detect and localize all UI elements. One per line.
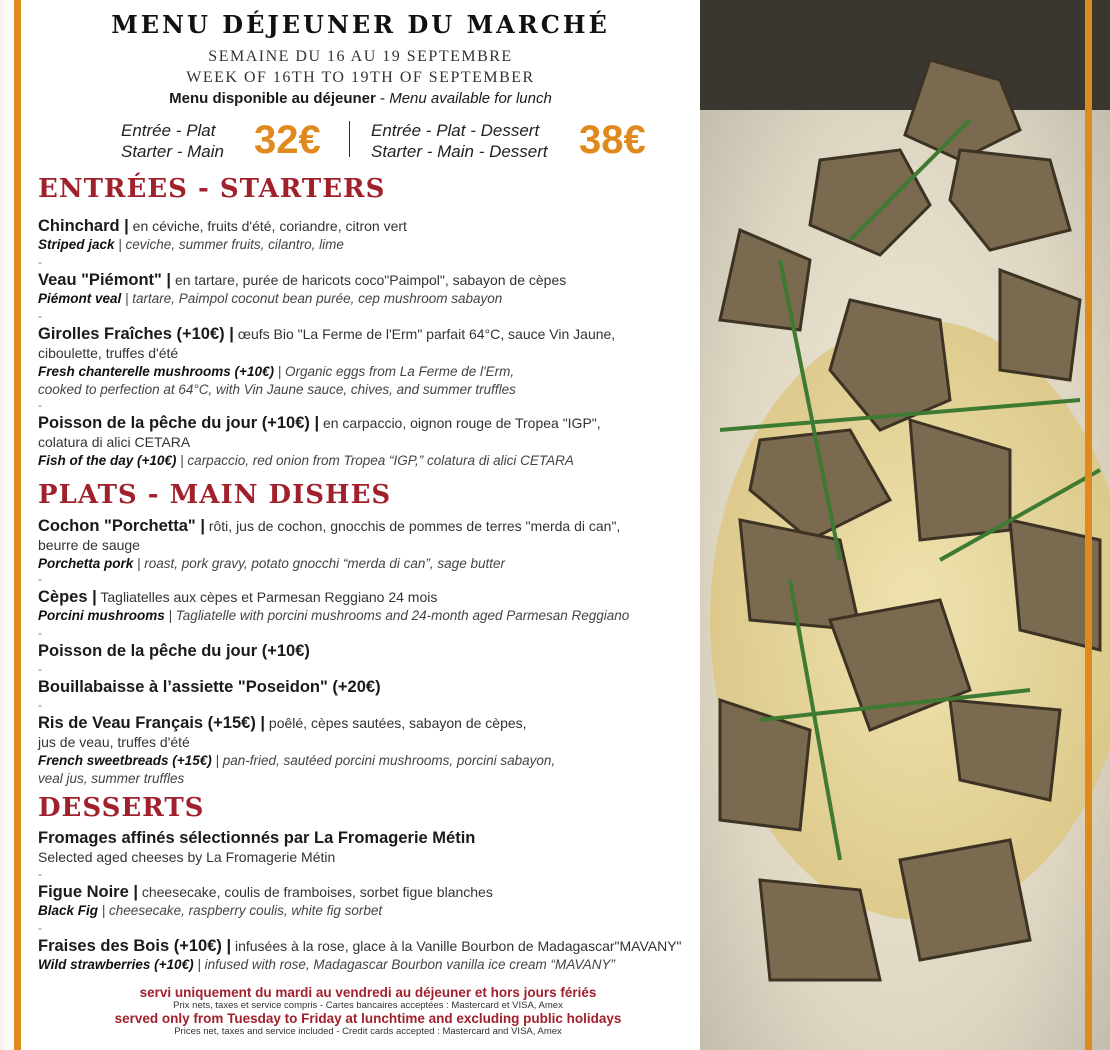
list-item [38, 714, 698, 788]
footer-notice-en: served only from Tuesday to Friday at lunchtime and excluding public holidays [114, 1011, 622, 1026]
option2-en: Starter - Main - Dessert [371, 142, 548, 161]
separator: - [38, 867, 42, 881]
week-fr: SEMAINE DU 16 AU 19 SEPTEMBRE [208, 48, 513, 65]
dish-desc-fr: en céviche, fruits d'été, coriandre, citron vert [128, 218, 407, 234]
list-item [38, 642, 698, 661]
dish-desc-fr-cont: ciboulette, truffes d'été [38, 345, 179, 361]
dish-name-en: Wild strawberries (+10€) [38, 957, 194, 972]
dish-name-fr: Cochon "Porchetta" | [38, 517, 205, 535]
list-item [38, 325, 698, 399]
separator: - [38, 626, 42, 640]
dish-name-fr: Chinchard | [38, 217, 129, 235]
list-item [38, 517, 698, 573]
dish-desc-fr: infusées à la rose, glace à la Vanille Bourbon de Madagascar"MAVANY" [231, 938, 682, 954]
dish-name-fr: Figue Noire | [38, 883, 138, 901]
dish-desc-en-cont: cooked to perfection at 64°C, with Vin Jaune sauce, chives, and summer truffles [38, 382, 516, 397]
menu-title: MENU DÉJEUNER DU MARCHÉ [111, 10, 610, 39]
list-item [38, 217, 698, 254]
dish-desc-en: | Tagliatelle with porcini mushrooms and 24-month aged Parmesan Reggiano [164, 608, 630, 623]
dish-name-en: Striped jack [38, 237, 115, 252]
separator: - [38, 309, 42, 323]
dish-desc-fr: en carpaccio, oignon rouge de Tropea "IGP", [319, 415, 601, 431]
separator: - [38, 698, 42, 712]
footer-prices-fr: Prix nets, taxes et service compris - Cartes bancaires acceptées : Mastercard et VISA, Amex [173, 1000, 563, 1011]
dish-desc-fr: en tartare, purée de haricots coco"Paimpol", sabayon de cèpes [171, 272, 567, 288]
dish-desc-en: | tartare, Paimpol coconut bean purée, cep mushroom sabayon [121, 291, 503, 306]
dish-desc-en: | infused with rose, Madagascar Bourbon vanilla ice cream “MAVANY” [193, 957, 616, 972]
dish-desc-fr: rôti, jus de cochon, gnocchis de pommes de terres "merda di can", [204, 518, 621, 534]
dish-name-fr: Poisson de la pêche du jour (+10€) | [38, 414, 320, 432]
separator: - [38, 398, 42, 412]
list-item [38, 678, 698, 697]
dish-desc-en: | cheesecake, raspberry coulis, white fig sorbet [98, 903, 383, 918]
dish-desc-fr: cheesecake, coulis de framboises, sorbet figue blanches [137, 884, 493, 900]
dish-name-fr: Veau "Piémont" | [38, 271, 172, 289]
left-orange-stripe [14, 0, 21, 1050]
list-item [38, 588, 698, 625]
option1-en: Starter - Main [121, 142, 224, 161]
list-item [38, 829, 698, 867]
option2-label [371, 120, 571, 162]
footer-prices-en: Prices net, taxes and service included - Credit cards accepted : Mastercard and VISA, Amex [174, 1026, 562, 1037]
dish-desc-fr-cont: colatura di alici CETARA [38, 434, 191, 450]
left-border [0, 0, 22, 1050]
list-item [38, 937, 698, 974]
separator: - [38, 662, 42, 676]
dish-name-en: French sweetbreads (+15€) [38, 753, 212, 768]
dish-desc-fr: Tagliatelles aux cèpes et Parmesan Reggiano 24 mois [96, 589, 438, 605]
dish-name-fr: Fromages affinés sélectionnés par La Fromagerie Métin [38, 829, 476, 847]
week-en: WEEK OF 16TH TO 19TH OF SEPTEMBER [186, 69, 535, 86]
section-starters: ENTRÉES - STARTERS [38, 174, 386, 204]
dish-desc-en-cont: veal jus, summer truffles [38, 771, 185, 786]
footer-notice-fr: servi uniquement du mardi au vendredi au déjeuner et hors jours fériés [139, 985, 597, 1000]
dish-desc-en: | pan-fried, sautéed porcini mushrooms, porcini sabayon, [211, 753, 556, 768]
right-orange-stripe [1085, 0, 1092, 1050]
option1-fr: Entrée - Plat [121, 121, 216, 140]
list-item [38, 883, 698, 920]
section-desserts: DESSERTS [38, 793, 205, 823]
dish-name-fr: Ris de Veau Français (+15€) | [38, 714, 266, 732]
separator: - [38, 572, 42, 586]
dish-name-fr: Girolles Fraîches (+10€) | [38, 325, 234, 343]
availability-fr: Menu disponible au déjeuner [169, 90, 376, 107]
dish-desc-en: | Organic eggs from La Ferme de l'Erm, [273, 364, 515, 379]
dish-desc-en: | roast, pork gravy, potato gnocchi “merda di can”, sage butter [133, 556, 505, 571]
option1-price: 32€ [254, 118, 321, 162]
availability-line [38, 90, 683, 107]
separator: - [38, 921, 42, 935]
dish-desc-en: | carpaccio, red onion from Tropea “IGP,” colatura di alici CETARA [176, 453, 574, 468]
availability-sep: - [375, 90, 390, 107]
separator: - [38, 255, 42, 269]
dish-photo [700, 0, 1110, 1050]
dish-desc-fr: poêlé, cèpes sautées, sabayon de cèpes, [265, 715, 527, 731]
footer [38, 985, 698, 1037]
dish-name-en: Black Fig [38, 903, 99, 918]
dish-name-en: Fresh chanterelle mushrooms (+10€) [38, 364, 274, 379]
dish-desc-fr-cont: jus de veau, truffes d'été [38, 734, 190, 750]
list-item [38, 414, 698, 470]
list-item [38, 271, 698, 308]
dish-desc-en: | ceviche, summer fruits, cilantro, lime [114, 237, 344, 252]
dish-name-en: Piémont veal [38, 291, 122, 306]
dish-desc-fr-cont: beurre de sauge [38, 537, 140, 553]
dish-name-fr: Cèpes | [38, 588, 97, 606]
dish-name-fr: Fraises des Bois (+10€) | [38, 937, 232, 955]
availability-en: Menu available for lunch [389, 90, 552, 107]
dish-name-fr: Poisson de la pêche du jour (+10€) [38, 642, 310, 660]
dish-name-en: Fish of the day (+10€) [38, 453, 177, 468]
dish-name-en: Porchetta pork [38, 556, 134, 571]
option2-fr: Entrée - Plat - Dessert [371, 121, 540, 140]
dish-name-en: Porcini mushrooms [38, 608, 165, 623]
option2-price: 38€ [579, 118, 646, 162]
dish-name-fr: Bouillabaisse à l’assiette "Poseidon" (+20€) [38, 678, 381, 696]
dish-desc-fr: œufs Bio "La Ferme de l'Erm" parfait 64°C, sauce Vin Jaune, [233, 326, 616, 342]
price-divider [349, 121, 350, 157]
section-mains: PLATS - MAIN DISHES [38, 480, 392, 510]
dish-desc-fr-cont: Selected aged cheeses by La Fromagerie Métin [38, 849, 336, 865]
option1-label [121, 120, 251, 162]
